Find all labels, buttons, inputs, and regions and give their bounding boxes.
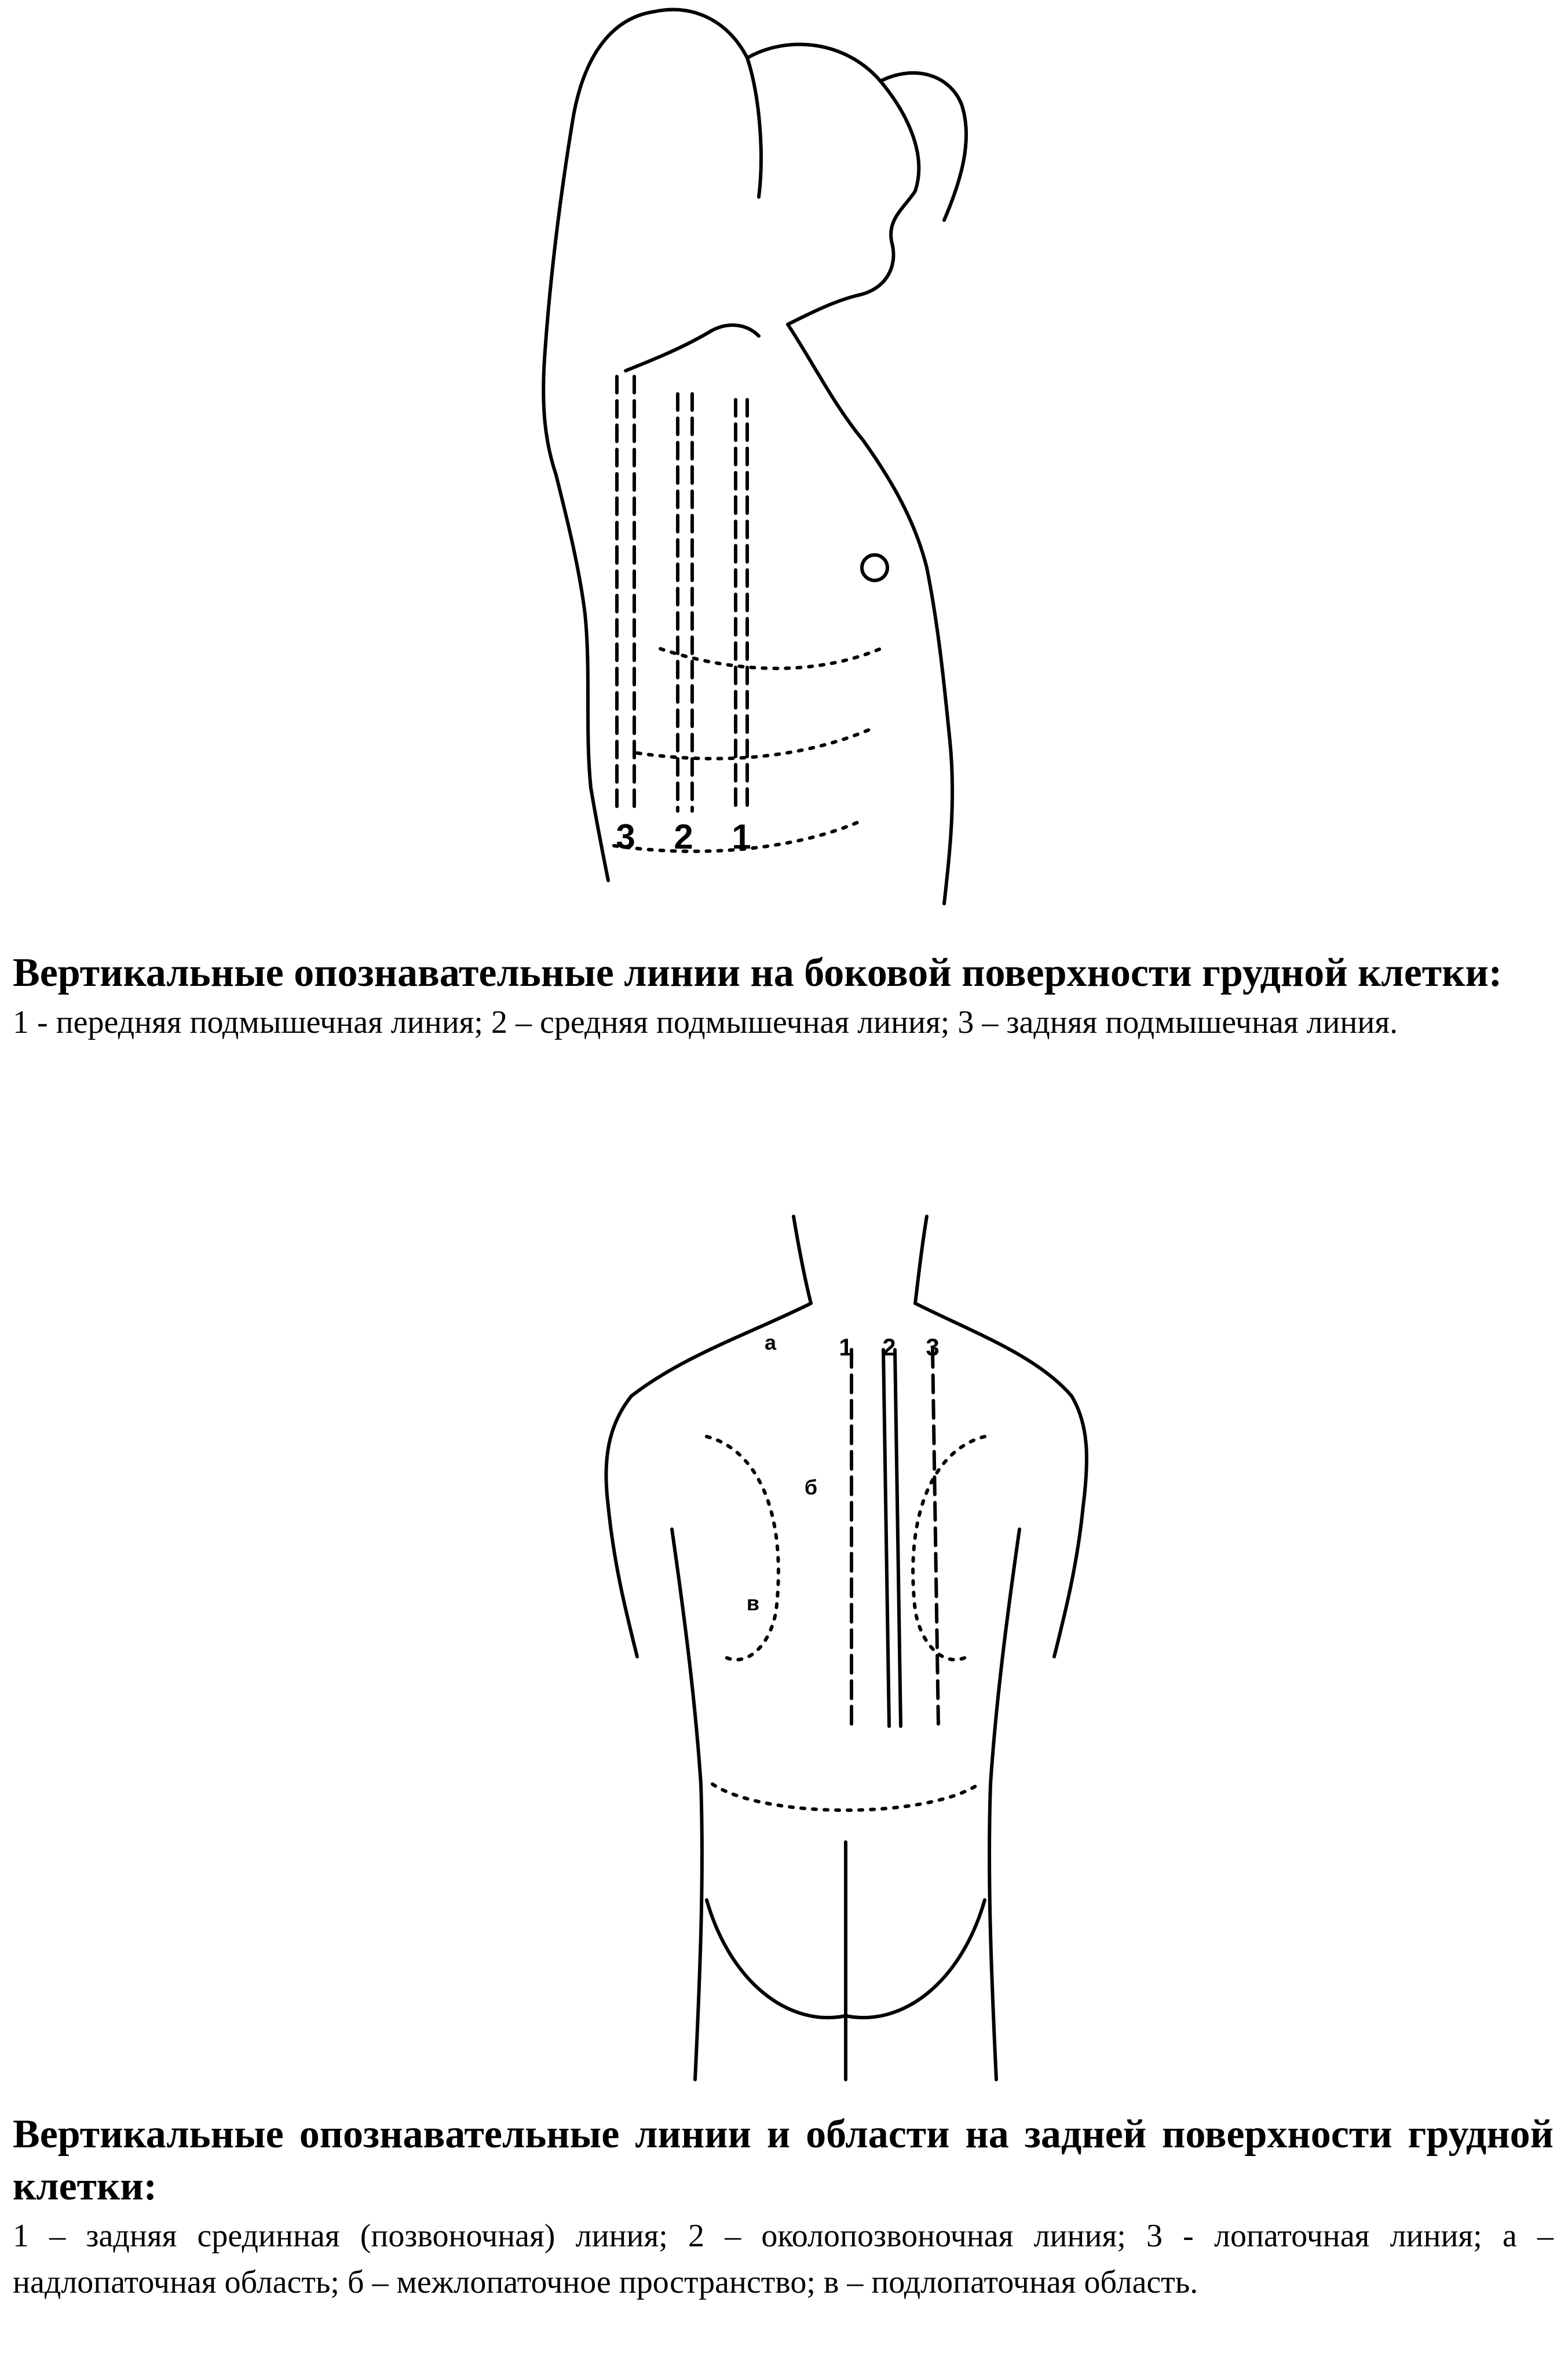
region-label-a: а xyxy=(764,1331,777,1354)
caption-body: 1 - передняя подмышечная линия; 2 – средняя подмышечная линия; 3 – задняя подмышечная линия. xyxy=(13,1004,1398,1040)
shoulder-outline xyxy=(915,1303,1087,1657)
region-label-b: б xyxy=(804,1475,818,1499)
side-chest-figure xyxy=(487,0,996,909)
paravertebral-line xyxy=(883,1350,889,1726)
line-label-1: 1 xyxy=(732,817,751,856)
back-outline xyxy=(556,475,608,880)
back-torso-illustration xyxy=(579,1205,1101,2085)
back-line-label-2: 2 xyxy=(882,1333,896,1361)
forearm-outline xyxy=(655,10,761,197)
neck-outline xyxy=(794,1216,811,1303)
line-label-2: 2 xyxy=(674,817,693,856)
nipple-mark xyxy=(862,555,887,580)
back-line-label-3: 3 xyxy=(926,1333,940,1361)
rib-contour xyxy=(637,730,869,759)
armpit-outline xyxy=(626,325,759,371)
neck-outline xyxy=(915,1216,927,1303)
raised-arm-outline xyxy=(543,12,655,475)
head-outline xyxy=(747,45,919,324)
scapular-line xyxy=(933,1350,938,1726)
scapula-outline xyxy=(913,1437,985,1660)
caption-title: Вертикальные опознавательные линии и области на задней поверхности грудной клетки: xyxy=(13,2112,1554,2209)
back-torso-figure xyxy=(579,1205,1101,2085)
waist-contour xyxy=(712,1784,979,1810)
back-torso-caption xyxy=(13,2108,1554,2305)
shoulder-outline xyxy=(606,1303,811,1657)
side-chest-caption xyxy=(13,947,1554,1046)
caption-body: 1 – задняя срединная (позвоночная) линия; 2 – околопозвоночная линия; 3 - лопаточная линия; а – надлопаточная область; б – межлопаточное пространство; в – подлопаточная область. xyxy=(13,2218,1554,2300)
scapula-outline xyxy=(707,1437,778,1660)
side-chest-illustration xyxy=(487,0,996,909)
paravertebral-line xyxy=(895,1350,901,1726)
line-label-3: 3 xyxy=(616,817,635,856)
torso-side-outline xyxy=(672,1529,702,2080)
torso-side-outline xyxy=(989,1529,1019,2080)
caption-title: Вертикальные опознавательные линии на боковой поверхности грудной клетки: xyxy=(13,951,1503,995)
region-label-v: в xyxy=(746,1591,760,1615)
chest-front-outline xyxy=(788,324,952,904)
back-line-label-1: 1 xyxy=(839,1333,853,1361)
